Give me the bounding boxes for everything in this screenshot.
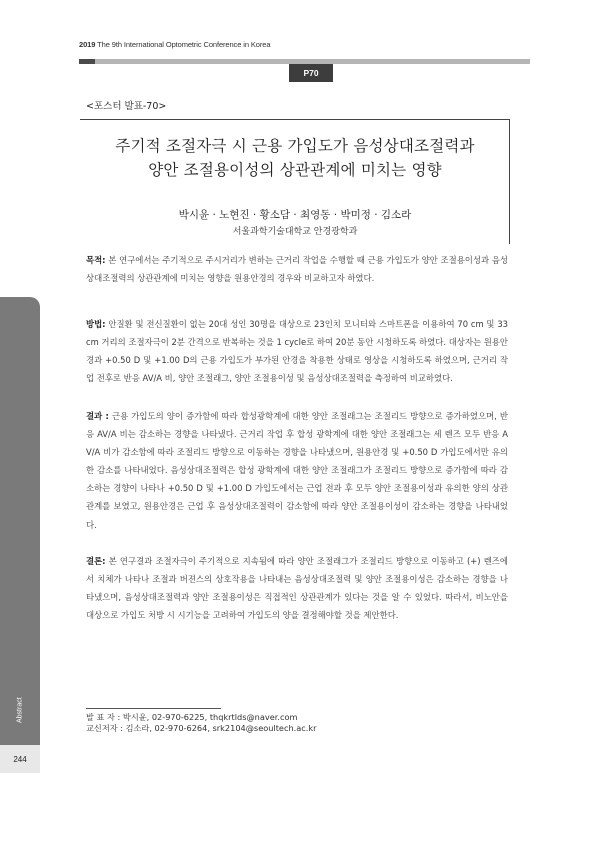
purpose-section	[86, 251, 508, 287]
title-line-2: 양안 조절용이성의 상관관계에 미치는 영향	[148, 161, 442, 179]
affiliation: 서울과학기술대학교 안경광학과	[232, 227, 358, 237]
poster-code-tab: P70	[289, 64, 333, 82]
footnote-rule	[86, 708, 221, 709]
purpose-label: 목적:	[86, 255, 106, 265]
author-list: 박시윤 · 노현진 · 황소담 · 최영동 · 박미정 · 김소라	[178, 209, 412, 221]
corresponding-contact: 김소라, 02-970-6264, srk2104@seoultech.ac.kr	[125, 723, 317, 733]
conference-year: 2019	[79, 40, 96, 49]
results-label: 결과 :	[86, 411, 109, 421]
methods-label: 방법:	[86, 319, 106, 329]
presenter-footnote	[86, 712, 297, 723]
conference-header	[79, 40, 270, 49]
methods-section	[86, 315, 508, 387]
corresponding-label: 교신저자 :	[86, 723, 123, 733]
results-section	[86, 407, 508, 534]
page-number: 244	[0, 745, 40, 773]
results-text: 근용 가입도의 양이 증가함에 따라 합성광학계에 대한 양안 조절래그는 조절리드 방향으로 증가하였으며, 반응 AV/A 비는 감소하는 경향을 나타냈다. 근거리 작업 후 합성 광학계에 대한 양안 조절래그는 세 렌즈 모두 반응 AV/A 비가 감소함에 따라 조절리드 방향으로 이동하는 경향을 나타냈으며, 원용안경 및 +0.50 D 가입도에서만 유의한 감소를 나타내었다. 음성상대조절력은 합성 광학계에 대한 양안 조절래그가 조절리드 방향으로 증가함에 따라 감소하는 경향이 나타나 +0.50 D 및 +1.00 D 가입도에서는 근업 전과 후 모두 양안 조절용이성과 유의한 양의 상관관계를 보였고, 원용안경은 근업 후 음성상대조절력이 감소함에 따라 양안 조절용이성이 감소하는 경향을 나타내었다.	[86, 411, 508, 530]
methods-text: 안질환 및 전신질환이 없는 20대 성인 30명을 대상으로 23인치 모니터와 스마트폰을 이용하여 70 cm 및 33 cm 거리의 조절자극이 2분 간격으로 반복하는 것을 1 cycle로 하여 20분 동안 시청하도록 하였다. 대상자는 원용안경과 +0.50 D 및 +1.00 D의 근용 가입도가 부가된 안경을 착용한 상태로 영상을 시청하도록 하였으며, 근거리 작업 전후로 반응 AV/A 비, 양안 조절래그, 양안 조절용이성 및 음성상대조절력을 측정하여 비교하였다.	[86, 319, 508, 384]
purpose-text: 본 연구에서는 주기적으로 주시거리가 변하는 근거리 작업을 수행할 때 근용 가입도가 양안 조절용이성과 음성상대조절력의 상관관계에 미치는 영향을 원용안경의 경우와 비교하고자 하였다.	[86, 255, 508, 284]
presenter-contact: 박시윤, 02-970-6225, thqkrtlds@naver.com	[122, 712, 298, 722]
conclusion-label: 결론:	[86, 556, 106, 566]
conference-name: The 9th International Optometric Conference in Korea	[97, 40, 271, 49]
corresponding-footnote	[86, 723, 316, 734]
poster-label: <포스터 발표-70>	[86, 101, 167, 112]
header-rule-dark	[79, 59, 95, 64]
conclusion-text: 본 연구결과 조절자극이 주기적으로 지속됨에 따라 양안 조절래그가 조절리드 방향으로 이동하고 (+) 렌즈에서 치체가 나타나 조절과 버젼스의 상호작용을 나타내는 음성상대조절력 및 양안 조절용이성은 감소하는 경향을 나타냈으며, 음성상대조절력과 양안 조절용이성은 직접적인 상관관계가 있다는 것을 알 수 있었다. 따라서, 비노안을 대상으로 가입도 처방 시 시기능을 고려하여 가입도의 양을 결정해야할 것을 제안한다.	[86, 556, 508, 621]
conclusion-section	[86, 552, 508, 624]
title-line-1: 주기적 조절자극 시 근용 가입도가 음성상대조절력과	[115, 137, 475, 155]
side-tab-label: Abstract	[16, 697, 24, 723]
section-side-tab	[0, 297, 40, 745]
paper-title	[80, 134, 510, 182]
presenter-label: 발 표 자 :	[86, 712, 121, 722]
